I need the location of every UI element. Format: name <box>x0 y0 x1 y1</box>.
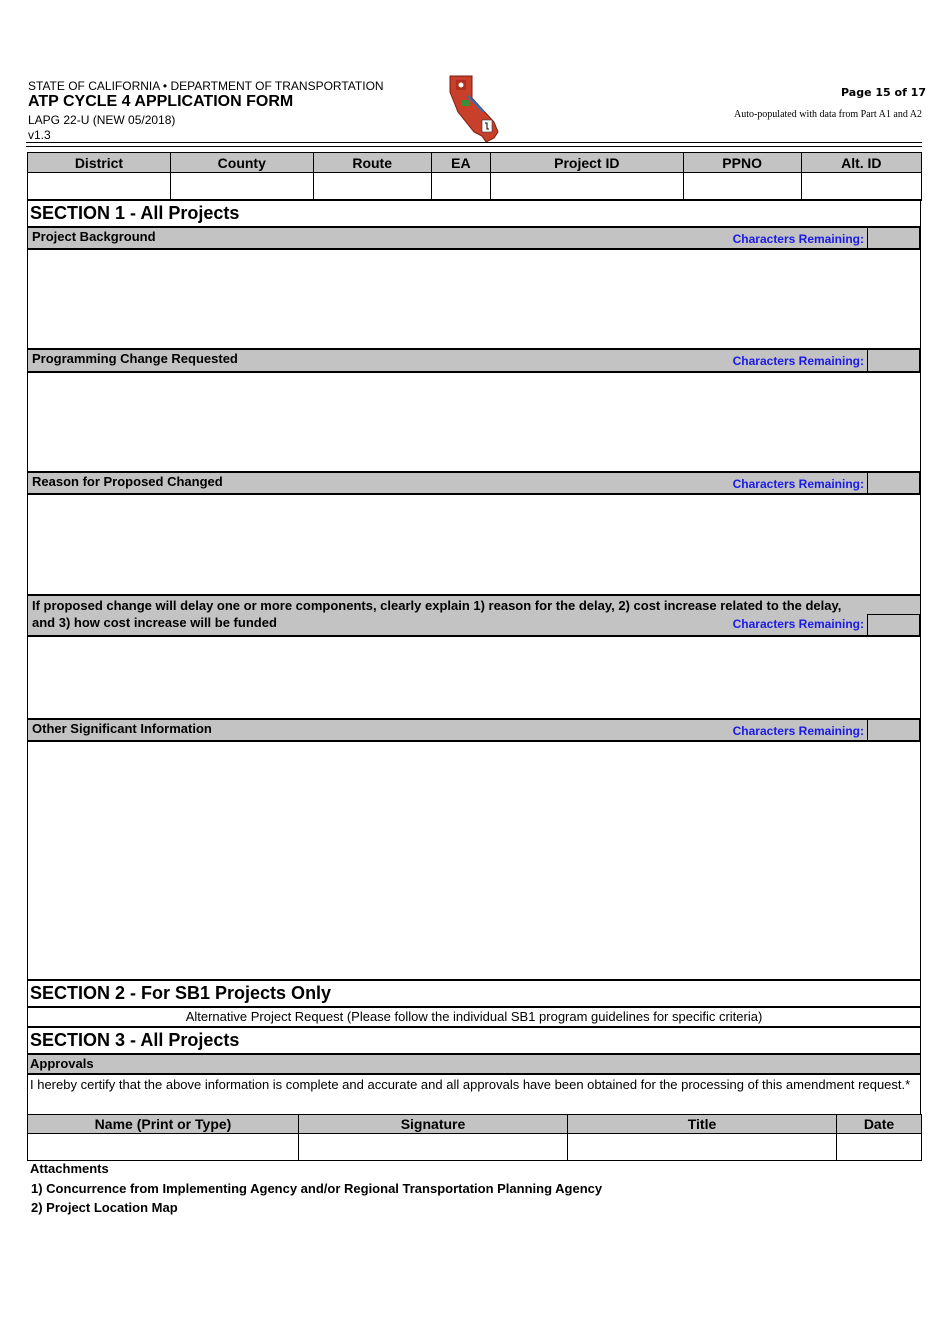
california-logo-icon <box>444 72 506 144</box>
section1-title: SECTION 1 - All Projects <box>30 203 240 223</box>
project-id-table <box>27 152 922 201</box>
col-ppno: PPNO <box>683 153 801 173</box>
signature-header-row <box>28 1115 922 1134</box>
id-table-header-row <box>28 153 922 173</box>
col-alt-id: Alt. ID <box>801 153 921 173</box>
title-field[interactable] <box>568 1134 837 1161</box>
approvals-bar <box>27 1054 921 1074</box>
col-route: Route <box>313 153 431 173</box>
district-field[interactable] <box>28 173 171 201</box>
attachment-item: 1) Concurrence from Implementing Agency and/or Regional Transportation Planning Agency <box>31 1181 603 1196</box>
project-background-label: Project Background <box>32 229 156 244</box>
auto-populated-note: Auto-populated with data from Part A1 and A2 <box>733 109 922 120</box>
signature-field[interactable] <box>299 1134 568 1161</box>
header-rule-top <box>26 142 922 143</box>
col-name: Name (Print or Type) <box>28 1115 299 1134</box>
name-field[interactable] <box>28 1134 299 1161</box>
section3-title: SECTION 3 - All Projects <box>30 1030 240 1050</box>
reason-bar <box>27 472 921 494</box>
programming-change-bar <box>27 349 921 372</box>
ppno-field[interactable] <box>683 173 801 201</box>
section2-title: SECTION 2 - For SB1 Projects Only <box>30 983 332 1003</box>
header-rule-bottom <box>26 146 922 147</box>
section3-header <box>27 1027 921 1054</box>
chars-remaining-label: Characters Remaining: <box>732 232 864 246</box>
section1-header <box>27 199 921 227</box>
col-date: Date <box>837 1115 922 1134</box>
other-info-label: Other Significant Information <box>32 721 212 736</box>
ea-field[interactable] <box>431 173 490 201</box>
col-project-id: Project ID <box>491 153 684 173</box>
section2-note: Alternative Project Request (Please follow the individual SB1 program guidelines for specific criteria) <box>185 1009 763 1024</box>
chars-remaining-counter <box>867 614 920 636</box>
chars-remaining-counter <box>867 472 920 494</box>
chars-remaining-counter <box>867 349 920 372</box>
chars-remaining-counter <box>867 227 920 249</box>
delay-explanation-label-line1: If proposed change will delay one or more components, clearly explain 1) reason for the delay, 2) cost increase related to the delay, <box>32 598 842 613</box>
certify-text: I hereby certify that the above information is complete and accurate and all approvals have been obtained for the processing of this amendment request.* <box>30 1077 911 1092</box>
page-number: Page 15 of 17 <box>841 86 926 99</box>
route-field[interactable] <box>313 173 431 201</box>
chars-remaining-label: Characters Remaining: <box>732 617 864 631</box>
other-info-input[interactable] <box>27 741 921 980</box>
form-code: LAPG 22-U (NEW 05/2018) <box>28 113 176 127</box>
attachment-item: 2) Project Location Map <box>31 1200 178 1215</box>
signature-value-row <box>28 1134 922 1161</box>
programming-change-input[interactable] <box>27 372 921 472</box>
approvals-label: Approvals <box>30 1056 94 1071</box>
col-title: Title <box>568 1115 837 1134</box>
signature-table <box>27 1114 922 1161</box>
form-version: v1.3 <box>28 128 51 142</box>
section2-note-row <box>27 1007 921 1027</box>
chars-remaining-label: Characters Remaining: <box>732 354 864 368</box>
certify-row <box>27 1074 921 1115</box>
alt-id-field[interactable] <box>801 173 921 201</box>
project-id-field[interactable] <box>491 173 684 201</box>
chars-remaining-label: Characters Remaining: <box>732 724 864 738</box>
col-county: County <box>170 153 313 173</box>
form-title: ATP CYCLE 4 APPLICATION FORM <box>28 93 294 110</box>
attachments-label: Attachments <box>30 1161 109 1176</box>
col-signature: Signature <box>299 1115 568 1134</box>
chars-remaining-counter <box>867 719 920 741</box>
reason-label: Reason for Proposed Changed <box>32 474 223 489</box>
programming-change-label: Programming Change Requested <box>32 351 238 366</box>
chars-remaining-label: Characters Remaining: <box>732 477 864 491</box>
date-field[interactable] <box>837 1134 922 1161</box>
col-district: District <box>28 153 171 173</box>
other-info-bar <box>27 719 921 741</box>
county-field[interactable] <box>170 173 313 201</box>
project-background-bar <box>27 227 921 249</box>
id-table-value-row <box>28 173 922 201</box>
project-background-input[interactable] <box>27 249 921 349</box>
delay-explanation-label-line2: and 3) how cost increase will be funded <box>32 615 277 630</box>
delay-explanation-bar <box>27 595 921 636</box>
col-ea: EA <box>431 153 490 173</box>
section2-header <box>27 980 921 1007</box>
agency-name: STATE OF CALIFORNIA • DEPARTMENT OF TRANSPORTATION <box>28 79 384 93</box>
delay-explanation-input[interactable] <box>27 636 921 719</box>
reason-input[interactable] <box>27 494 921 595</box>
